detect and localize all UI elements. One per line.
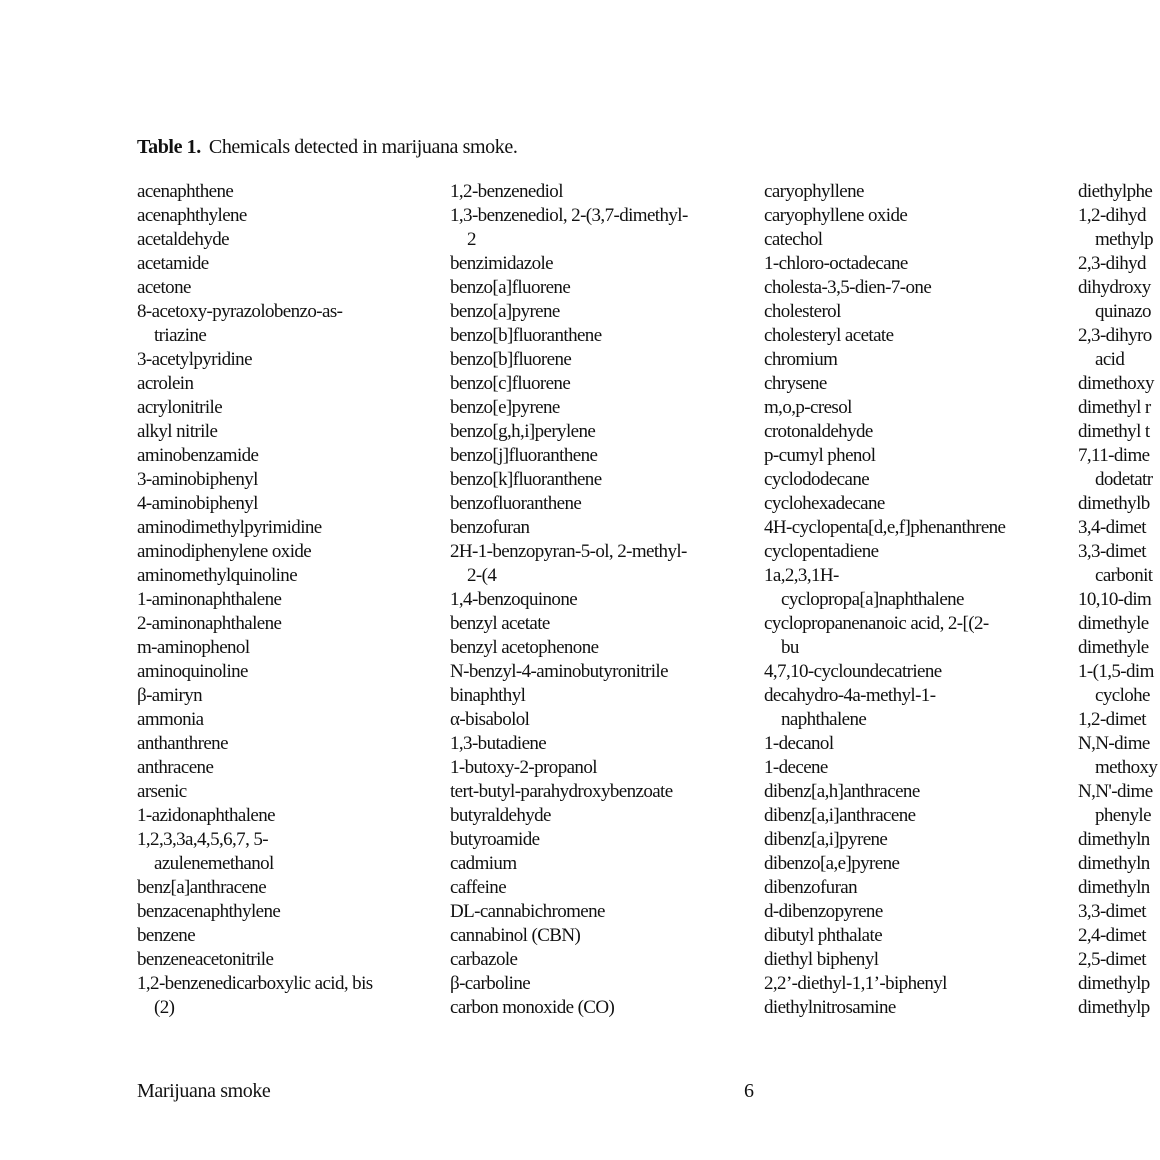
chemical-name: cholesterol [764, 301, 841, 322]
chemical-name: butyroamide [450, 829, 540, 850]
chemical-name: 2,2’-diethyl-1,1’-biphenyl [764, 973, 947, 994]
chemical-entry [450, 324, 760, 348]
chemical-entry [450, 468, 760, 492]
chemical-entry [1078, 876, 1160, 900]
table-column-4 [1078, 180, 1160, 1020]
chemical-name: m-aminophenol [137, 637, 250, 658]
table-title: Chemicals detected in marijuana smoke. [208, 136, 518, 158]
chemical-name: 2,3-dihyro [1078, 325, 1152, 346]
chemical-name: benzo[e]pyrene [450, 397, 560, 418]
chemical-name: diethylnitrosamine [764, 997, 896, 1018]
chemical-entry [1078, 372, 1160, 396]
chemical-name: 2,3-dihyd [1078, 253, 1146, 274]
chemical-name: 7,11-dime [1078, 445, 1150, 466]
chemical-name: benzofuran [450, 517, 530, 538]
table-label: Table 1. [137, 136, 201, 158]
chemical-name: cyclopropanenanoic acid, 2-[(2- [764, 613, 989, 634]
chemical-name: dimethyle [1078, 637, 1149, 658]
chemical-name: crotonaldehyde [764, 421, 873, 442]
chemical-name: 1,2-benzenedicarboxylic acid, bis [137, 973, 373, 994]
chemical-entry [450, 300, 760, 324]
chemical-name: 1-chloro-octadecane [764, 253, 908, 274]
chemical-entry [137, 636, 447, 660]
chemical-name: dimethyl t [1078, 421, 1150, 442]
chemical-entry [137, 972, 447, 1020]
chemical-entry [137, 756, 447, 780]
chemical-name: benzyl acetate [450, 613, 550, 634]
chemical-name: N,N'-dime [1078, 781, 1153, 802]
chemical-entry [137, 468, 447, 492]
chemical-name: 1-(1,5-dim [1078, 661, 1154, 682]
chemical-name-continuation: acid [1095, 349, 1125, 370]
chemical-entry [137, 348, 447, 372]
chemical-name: dibenz[a,i]pyrene [764, 829, 888, 850]
chemical-name: aminobenzamide [137, 445, 259, 466]
chemical-name: 1,3-butadiene [450, 733, 547, 754]
chemical-entry [137, 396, 447, 420]
chemical-entry [137, 924, 447, 948]
chemical-name: 1-decanol [764, 733, 834, 754]
chemical-entry [137, 276, 447, 300]
chemical-entry [1078, 780, 1160, 828]
chemical-name: dimethyln [1078, 877, 1150, 898]
chemical-name: anthanthrene [137, 733, 228, 754]
chemical-name: acrylonitrile [137, 397, 223, 418]
chemical-entry [764, 492, 1074, 516]
chemical-name: 1,2-dimet [1078, 709, 1146, 730]
chemical-entry [764, 516, 1074, 540]
chemical-name: anthracene [137, 757, 214, 778]
chemical-entry [1078, 732, 1160, 780]
chemical-entry [764, 684, 1074, 732]
chemical-name: carbazole [450, 949, 518, 970]
chemical-name: 2-aminonaphthalene [137, 613, 282, 634]
chemical-entry [137, 540, 447, 564]
chemical-name: alkyl nitrile [137, 421, 218, 442]
chemical-entry [450, 180, 760, 204]
chemical-entry [450, 852, 760, 876]
table-column-1 [137, 180, 447, 1020]
chemical-name: diethylphe [1078, 181, 1153, 202]
chemical-entry [764, 348, 1074, 372]
chemical-name: aminomethylquinoline [137, 565, 298, 586]
chemical-entry [764, 540, 1074, 564]
chemical-name: dibenzofuran [764, 877, 858, 898]
chemical-name: 2,5-dimet [1078, 949, 1146, 970]
chemical-name: benzo[k]fluoranthene [450, 469, 602, 490]
chemical-entry [137, 180, 447, 204]
chemical-name: caryophyllene [764, 181, 864, 202]
chemical-entry [1078, 972, 1160, 996]
chemical-name: benzyl acetophenone [450, 637, 599, 658]
chemical-entry [450, 684, 760, 708]
table-column-2 [450, 180, 760, 1020]
chemical-name: 3-acetylpyridine [137, 349, 252, 370]
chemical-entry [137, 900, 447, 924]
chemical-name: 1,3-benzenediol, 2-(3,7-dimethyl- [450, 205, 688, 226]
chemical-entry [764, 228, 1074, 252]
chemical-name: m,o,p-cresol [764, 397, 852, 418]
chemical-entry [137, 804, 447, 828]
chemical-entry [137, 876, 447, 900]
chemical-entry [450, 780, 760, 804]
page-number: 6 [744, 1080, 754, 1102]
chemical-entry [764, 996, 1074, 1020]
chemical-name: binaphthyl [450, 685, 526, 706]
chemical-name: α-bisabolol [450, 709, 530, 730]
chemical-name: benzeneacetonitrile [137, 949, 274, 970]
chemical-name: dimethylp [1078, 997, 1150, 1018]
chemical-entry [450, 588, 760, 612]
chemical-entry [450, 756, 760, 780]
chemical-name-continuation: 2-(4 [467, 565, 497, 586]
chemical-name: butyraldehyde [450, 805, 551, 826]
chemical-name: benzo[c]fluorene [450, 373, 571, 394]
chemical-name: tert-butyl-parahydroxybenzoate [450, 781, 673, 802]
chemical-entry [764, 780, 1074, 804]
chemical-name-continuation: carbonit [1095, 565, 1153, 586]
chemical-name: acenaphthene [137, 181, 234, 202]
chemical-name: benzo[g,h,i]perylene [450, 421, 596, 442]
chemical-name: cannabinol (CBN) [450, 925, 581, 946]
chemical-name-continuation: cyclopropa[a]naphthalene [781, 589, 964, 610]
chemical-name: 1,2-benzenediol [450, 181, 563, 202]
chemical-entry [1078, 708, 1160, 732]
chemical-entry [1078, 900, 1160, 924]
chemical-entry [137, 300, 447, 348]
chemical-entry [1078, 444, 1160, 492]
chemical-name: d-dibenzopyrene [764, 901, 883, 922]
chemical-entry [764, 420, 1074, 444]
chemical-entry [764, 924, 1074, 948]
chemical-name: DL-cannabichromene [450, 901, 605, 922]
chemical-name: aminodiphenylene oxide [137, 541, 312, 562]
chemical-name-continuation: triazine [154, 325, 207, 346]
chemical-entry [137, 828, 447, 876]
chemical-name: aminoquinoline [137, 661, 248, 682]
table-column-3 [764, 180, 1074, 1020]
chemical-entry [137, 612, 447, 636]
chemical-name: 3-aminobiphenyl [137, 469, 258, 490]
chemical-name: 1-decene [764, 757, 828, 778]
chemical-name: dimethyln [1078, 829, 1150, 850]
chemical-entry [764, 252, 1074, 276]
chemical-name-continuation: bu [781, 637, 799, 658]
chemical-entry [137, 372, 447, 396]
chemical-entry [450, 372, 760, 396]
chemical-name-continuation: (2) [154, 997, 175, 1018]
chemical-entry [1078, 612, 1160, 636]
chemical-name: 1,2,3,3a,4,5,6,7, 5- [137, 829, 269, 850]
chemical-name-continuation: cyclohe [1095, 685, 1150, 706]
chemical-name: 1a,2,3,1H- [764, 565, 839, 586]
chemical-name: dimethoxy [1078, 373, 1154, 394]
chemical-name: N,N-dime [1078, 733, 1150, 754]
chemical-name: dimethyl r [1078, 397, 1151, 418]
chemical-entry [764, 756, 1074, 780]
chemical-name: diethyl biphenyl [764, 949, 879, 970]
chemical-entry [450, 948, 760, 972]
chemical-entry [1078, 180, 1160, 204]
chemical-name-continuation: azulenemethanol [154, 853, 274, 874]
chemical-name-continuation: methylp [1095, 229, 1154, 250]
chemical-entry [450, 636, 760, 660]
chemical-entry [137, 660, 447, 684]
chemical-entry [764, 372, 1074, 396]
chemical-name: 2H-1-benzopyran-5-ol, 2-methyl- [450, 541, 687, 562]
chemical-entry [764, 180, 1074, 204]
chemical-name: benz[a]anthracene [137, 877, 267, 898]
chemical-entry [764, 204, 1074, 228]
chemical-name-continuation: naphthalene [781, 709, 867, 730]
chemical-name: ammonia [137, 709, 204, 730]
chemical-name: chromium [764, 349, 838, 370]
chemical-name: 3,3-dimet [1078, 901, 1146, 922]
chemical-entry [1078, 588, 1160, 612]
chemical-entry [450, 972, 760, 996]
chemical-name-continuation: methoxy [1095, 757, 1158, 778]
chemical-name: benzene [137, 925, 196, 946]
chemical-name: cadmium [450, 853, 517, 874]
chemical-entry [1078, 540, 1160, 588]
chemical-name: 1,2-dihyd [1078, 205, 1146, 226]
chemical-name: cyclododecane [764, 469, 870, 490]
chemical-name: caryophyllene oxide [764, 205, 908, 226]
chemical-entry [764, 948, 1074, 972]
chemical-name: 4-aminobiphenyl [137, 493, 258, 514]
chemical-name: dimethyle [1078, 613, 1149, 634]
chemical-entry [450, 996, 760, 1020]
chemical-name: carbon monoxide (CO) [450, 997, 615, 1018]
chemical-entry [137, 708, 447, 732]
chemical-entry [1078, 924, 1160, 948]
chemical-entry [450, 828, 760, 852]
chemical-name: benzacenaphthylene [137, 901, 281, 922]
chemical-name: benzofluoranthene [450, 493, 582, 514]
chemical-entry [450, 276, 760, 300]
chemical-name: cyclohexadecane [764, 493, 885, 514]
chemical-entry [450, 252, 760, 276]
chemical-entry [1078, 324, 1160, 372]
chemical-name-continuation: dodetatr [1095, 469, 1153, 490]
chemical-name: chrysene [764, 373, 827, 394]
chemical-entry [1078, 948, 1160, 972]
chemical-entry [450, 708, 760, 732]
chemical-entry [137, 492, 447, 516]
chemical-name: 4,7,10-cycloundecatriene [764, 661, 942, 682]
chemical-entry [137, 780, 447, 804]
chemical-name: acrolein [137, 373, 194, 394]
chemical-name: benzo[b]fluoranthene [450, 325, 602, 346]
chemical-entry [1078, 828, 1160, 852]
chemical-name: dibenz[a,i]anthracene [764, 805, 916, 826]
chemical-name: acenaphthylene [137, 205, 247, 226]
chemical-entry [1078, 492, 1160, 516]
chemical-entry [137, 516, 447, 540]
table-caption [137, 136, 517, 159]
chemical-name: decahydro-4a-methyl-1- [764, 685, 936, 706]
chemical-entry [764, 468, 1074, 492]
chemical-name: cyclopentadiene [764, 541, 879, 562]
chemical-name: acetone [137, 277, 191, 298]
chemical-name: dibenz[a,h]anthracene [764, 781, 920, 802]
chemical-entry [1078, 396, 1160, 420]
chemical-name: arsenic [137, 781, 187, 802]
chemical-entry [137, 948, 447, 972]
chemical-entry [137, 684, 447, 708]
chemical-entry [1078, 516, 1160, 540]
chemical-entry [764, 732, 1074, 756]
chemical-name: 8-acetoxy-pyrazolobenzo-as- [137, 301, 343, 322]
chemical-entry [137, 564, 447, 588]
chemical-entry [137, 444, 447, 468]
chemical-name: acetamide [137, 253, 209, 274]
chemical-name: caffeine [450, 877, 507, 898]
chemical-entry [450, 348, 760, 372]
chemical-entry [450, 876, 760, 900]
chemical-entry [450, 396, 760, 420]
chemical-entry [450, 804, 760, 828]
chemical-entry [137, 420, 447, 444]
chemical-entry [450, 492, 760, 516]
chemical-entry [137, 588, 447, 612]
chemical-name: dimethylp [1078, 973, 1150, 994]
chemical-entry [764, 444, 1074, 468]
chemical-entry [764, 300, 1074, 324]
chemical-entry [1078, 252, 1160, 276]
chemical-name: cholesta-3,5-dien-7-one [764, 277, 932, 298]
chemical-entry [450, 516, 760, 540]
chemical-entry [450, 444, 760, 468]
chemical-name-continuation: 2 [467, 229, 476, 250]
chemical-name: dihydroxy [1078, 277, 1151, 298]
chemical-name: acetaldehyde [137, 229, 229, 250]
chemical-entry [450, 900, 760, 924]
chemical-name: β-carboline [450, 973, 531, 994]
chemical-name: p-cumyl phenol [764, 445, 876, 466]
chemical-name: 4H-cyclopenta[d,e,f]phenanthrene [764, 517, 1006, 538]
chemical-name: 1,4-benzoquinone [450, 589, 578, 610]
chemical-name: 3,4-dimet [1078, 517, 1146, 538]
chemical-entry [137, 228, 447, 252]
chemical-name: benzo[a]fluorene [450, 277, 571, 298]
chemical-entry [450, 612, 760, 636]
chemical-entry [450, 420, 760, 444]
chemical-name: β-amiryn [137, 685, 203, 706]
chemical-entry [1078, 204, 1160, 252]
chemical-name: dimethylb [1078, 493, 1150, 514]
chemical-entry [1078, 852, 1160, 876]
chemical-entry [764, 804, 1074, 828]
chemical-name: dibenzo[a,e]pyrene [764, 853, 900, 874]
chemical-name: aminodimethylpyrimidine [137, 517, 322, 538]
chemical-entry [1078, 660, 1160, 708]
chemical-entry [764, 660, 1074, 684]
chemical-name: 2,4-dimet [1078, 925, 1146, 946]
chemical-name: 1-aminonaphthalene [137, 589, 282, 610]
chemical-name: benzo[b]fluorene [450, 349, 572, 370]
footer-running-title: Marijuana smoke [137, 1080, 271, 1102]
chemical-entry [764, 876, 1074, 900]
chemical-entry [764, 900, 1074, 924]
chemical-name: benzimidazole [450, 253, 553, 274]
chemical-entry [764, 828, 1074, 852]
chemical-entry [764, 324, 1074, 348]
chemical-entry [1078, 276, 1160, 324]
chemical-entry [1078, 636, 1160, 660]
chemical-entry [1078, 996, 1160, 1020]
chemical-name: benzo[a]pyrene [450, 301, 560, 322]
chemical-name-continuation: quinazo [1095, 301, 1151, 322]
chemical-name: 1-butoxy-2-propanol [450, 757, 597, 778]
chemical-name: 1-azidonaphthalene [137, 805, 275, 826]
chemical-entry [450, 732, 760, 756]
chemical-entry [137, 732, 447, 756]
chemical-entry [450, 204, 760, 252]
chemical-entry [764, 276, 1074, 300]
chemical-name: 10,10-dim [1078, 589, 1152, 610]
chemical-entry [764, 852, 1074, 876]
chemical-name: dimethyln [1078, 853, 1150, 874]
chemical-name-continuation: phenyle [1095, 805, 1151, 826]
chemical-name: cholesteryl acetate [764, 325, 894, 346]
chemical-name: catechol [764, 229, 823, 250]
chemical-entry [764, 612, 1074, 660]
chemical-entry [764, 972, 1074, 996]
chemical-name: N-benzyl-4-aminobutyronitrile [450, 661, 668, 682]
chemical-entry [137, 204, 447, 228]
chemical-name: dibutyl phthalate [764, 925, 883, 946]
chemical-entry [450, 924, 760, 948]
chemical-entry [450, 540, 760, 588]
chemical-name: benzo[j]fluoranthene [450, 445, 598, 466]
chemical-entry [137, 252, 447, 276]
chemical-entry [450, 660, 760, 684]
chemical-entry [1078, 420, 1160, 444]
chemical-name: 3,3-dimet [1078, 541, 1146, 562]
chemical-entry [764, 564, 1074, 612]
chemical-entry [764, 396, 1074, 420]
